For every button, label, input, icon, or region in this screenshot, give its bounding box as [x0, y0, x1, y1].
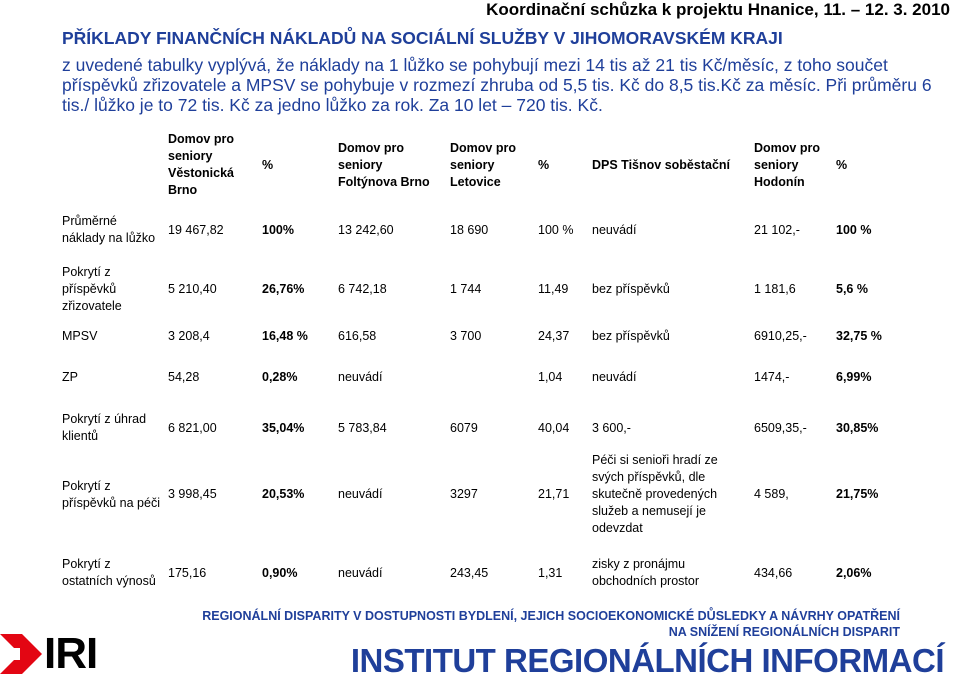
table-cell: 1,04	[538, 369, 563, 384]
table-cell: 6509,35,-	[754, 420, 807, 435]
table-cell: 3 998,45	[168, 487, 217, 501]
header-cell	[56, 126, 162, 204]
table-cell: 1474,-	[754, 369, 790, 384]
table-cell: 24,37	[538, 328, 570, 343]
table-row	[56, 350, 896, 404]
table-cell: 20,53%	[262, 487, 305, 501]
row-label: ZP	[62, 369, 78, 384]
table-cell: neuvádí	[592, 369, 637, 384]
table-cell: 434,66	[754, 565, 793, 580]
row-label: Pokrytí z úhrad klientů	[62, 412, 147, 443]
table-cell: neuvádí	[338, 487, 383, 501]
table-cell: 32,75 %	[836, 328, 882, 343]
table-cell: 5,6 %	[836, 281, 868, 296]
logo-text: IRI	[44, 629, 98, 678]
table-cell: 6910,25,-	[754, 328, 807, 343]
page-title: PŘÍKLADY FINANČNÍCH NÁKLADŮ NA SOCIÁLNÍ SLUŽBY V JIHOMORAVSKÉM KRAJI	[62, 28, 783, 48]
table-cell: 5 783,84	[338, 420, 387, 435]
table-cell: 3 208,4	[168, 328, 210, 343]
table-header-row	[56, 126, 896, 204]
table-cell: 3 700	[450, 328, 482, 343]
table-cell: 616,58	[338, 328, 377, 343]
table-row	[56, 537, 896, 609]
table-cell: 26,76%	[262, 281, 305, 296]
row-label: Pokrytí z příspěvků na péči	[62, 478, 160, 510]
table-cell: 243,45	[450, 565, 489, 580]
meeting-line: Koordinační schůzka k projektu Hnanice, 11. – 12. 3. 2010	[486, 0, 950, 19]
table-cell: neuvádí	[338, 565, 383, 580]
row-label: Pokrytí z ostatních výnosů	[62, 557, 156, 588]
row-label: MPSV	[62, 328, 98, 343]
table-cell: 11,49	[538, 281, 569, 296]
table-cell: 13 242,60	[338, 222, 394, 237]
header-cell: Domov pro seniory Foltýnova Brno	[338, 140, 430, 189]
table-cell: 100 %	[538, 222, 574, 237]
table-row	[56, 322, 896, 350]
table-cell: 100 %	[836, 222, 872, 237]
table-cell: neuvádí	[338, 369, 383, 384]
table-cell: 40,04	[538, 420, 570, 435]
table-cell: 54,28	[168, 369, 200, 384]
project-title-line1: REGIONÁLNÍ DISPARITY V DOSTUPNOSTI BYDLENÍ, JEJICH SOCIOEKONOMICKÉ DŮSLEDKY A NÁVRHY OPATŘENÍ	[202, 609, 900, 623]
table-cell: 3 600,-	[592, 420, 631, 435]
table-cell: 6,99%	[836, 369, 872, 384]
table-row	[56, 452, 896, 537]
header-cell: %	[262, 157, 274, 172]
intro-paragraph: z uvedené tabulky vyplývá, že náklady na 1 lůžko se pohybují mezi 14 tis až 21 tis Kč/měsíc, z toho součet příspěvků zřizovatele a MPSV se pohybuje v rozmezí zhruba od 5,5 tis. Kč do 8,5 tis.Kč za měsíc. Při průměru 6 tis./ lůžko je to 72 tis. Kč za jedno lůžko za rok. Za 10 let – 720 tis. Kč.	[62, 55, 932, 115]
logo-arrow-notch	[6, 648, 20, 660]
table-cell: 21,71	[538, 487, 570, 501]
project-title-line2: NA SNÍŽENÍ REGIONÁLNÍCH DISPARIT	[668, 625, 900, 639]
table-cell: 1 744	[450, 281, 482, 296]
header-cell: %	[836, 157, 848, 172]
header-cell: Domov pro seniory Letovice	[450, 140, 516, 189]
table-cell: Péči si senioři hradí ze svých příspěvků, dle skutečně provedených služeb a nemusejí je odevzdat	[592, 453, 718, 535]
institute-name: INSTITUT REGIONÁLNÍCH INFORMACÍ	[350, 642, 944, 679]
row-label: Pokrytí z příspěvků zřizovatele	[62, 264, 122, 313]
header-cell: Domov pro seniory Věstonická Brno	[168, 132, 235, 197]
table-cell: 16,48 %	[262, 328, 308, 343]
table-cell: bez příspěvků	[592, 281, 670, 296]
table-cell: 2,06%	[836, 565, 872, 580]
table-cell: 0,28%	[262, 369, 298, 384]
table-cell: 3297	[450, 487, 478, 501]
cost-table	[56, 126, 896, 609]
table-cell	[444, 350, 532, 404]
table-cell: 19 467,82	[168, 222, 224, 237]
table-cell: 6 742,18	[338, 281, 387, 296]
table-cell: 175,16	[168, 565, 207, 580]
table-cell: zisky z pronájmu obchodních prostor	[592, 557, 700, 588]
table-cell: 6079	[450, 420, 478, 435]
table-cell: 1 181,6	[754, 281, 796, 296]
table-cell: 21,75%	[836, 487, 879, 501]
row-label: Průměrné náklady na lůžko	[62, 214, 156, 245]
table-cell: 100%	[262, 222, 294, 237]
table-cell: 5 210,40	[168, 281, 217, 296]
table-cell: bez příspěvků	[592, 328, 670, 343]
table-cell: 1,31	[538, 565, 563, 580]
table-cell: 0,90%	[262, 565, 298, 580]
table-cell: 4 589,	[754, 487, 789, 501]
table-row	[56, 204, 896, 256]
table-cell: 21 102,-	[754, 222, 800, 237]
table-row	[56, 404, 896, 452]
table-cell: 18 690	[450, 222, 489, 237]
header-cell: %	[538, 157, 550, 172]
table-cell: neuvádí	[592, 222, 637, 237]
table-cell: 6 821,00	[168, 420, 217, 435]
header-cell: Domov pro seniory Hodonín	[754, 140, 820, 189]
table-cell: 35,04%	[262, 420, 305, 435]
table-cell: 30,85%	[836, 420, 879, 435]
header-cell: DPS Tišnov soběstační	[592, 157, 731, 172]
table-row	[56, 256, 896, 322]
